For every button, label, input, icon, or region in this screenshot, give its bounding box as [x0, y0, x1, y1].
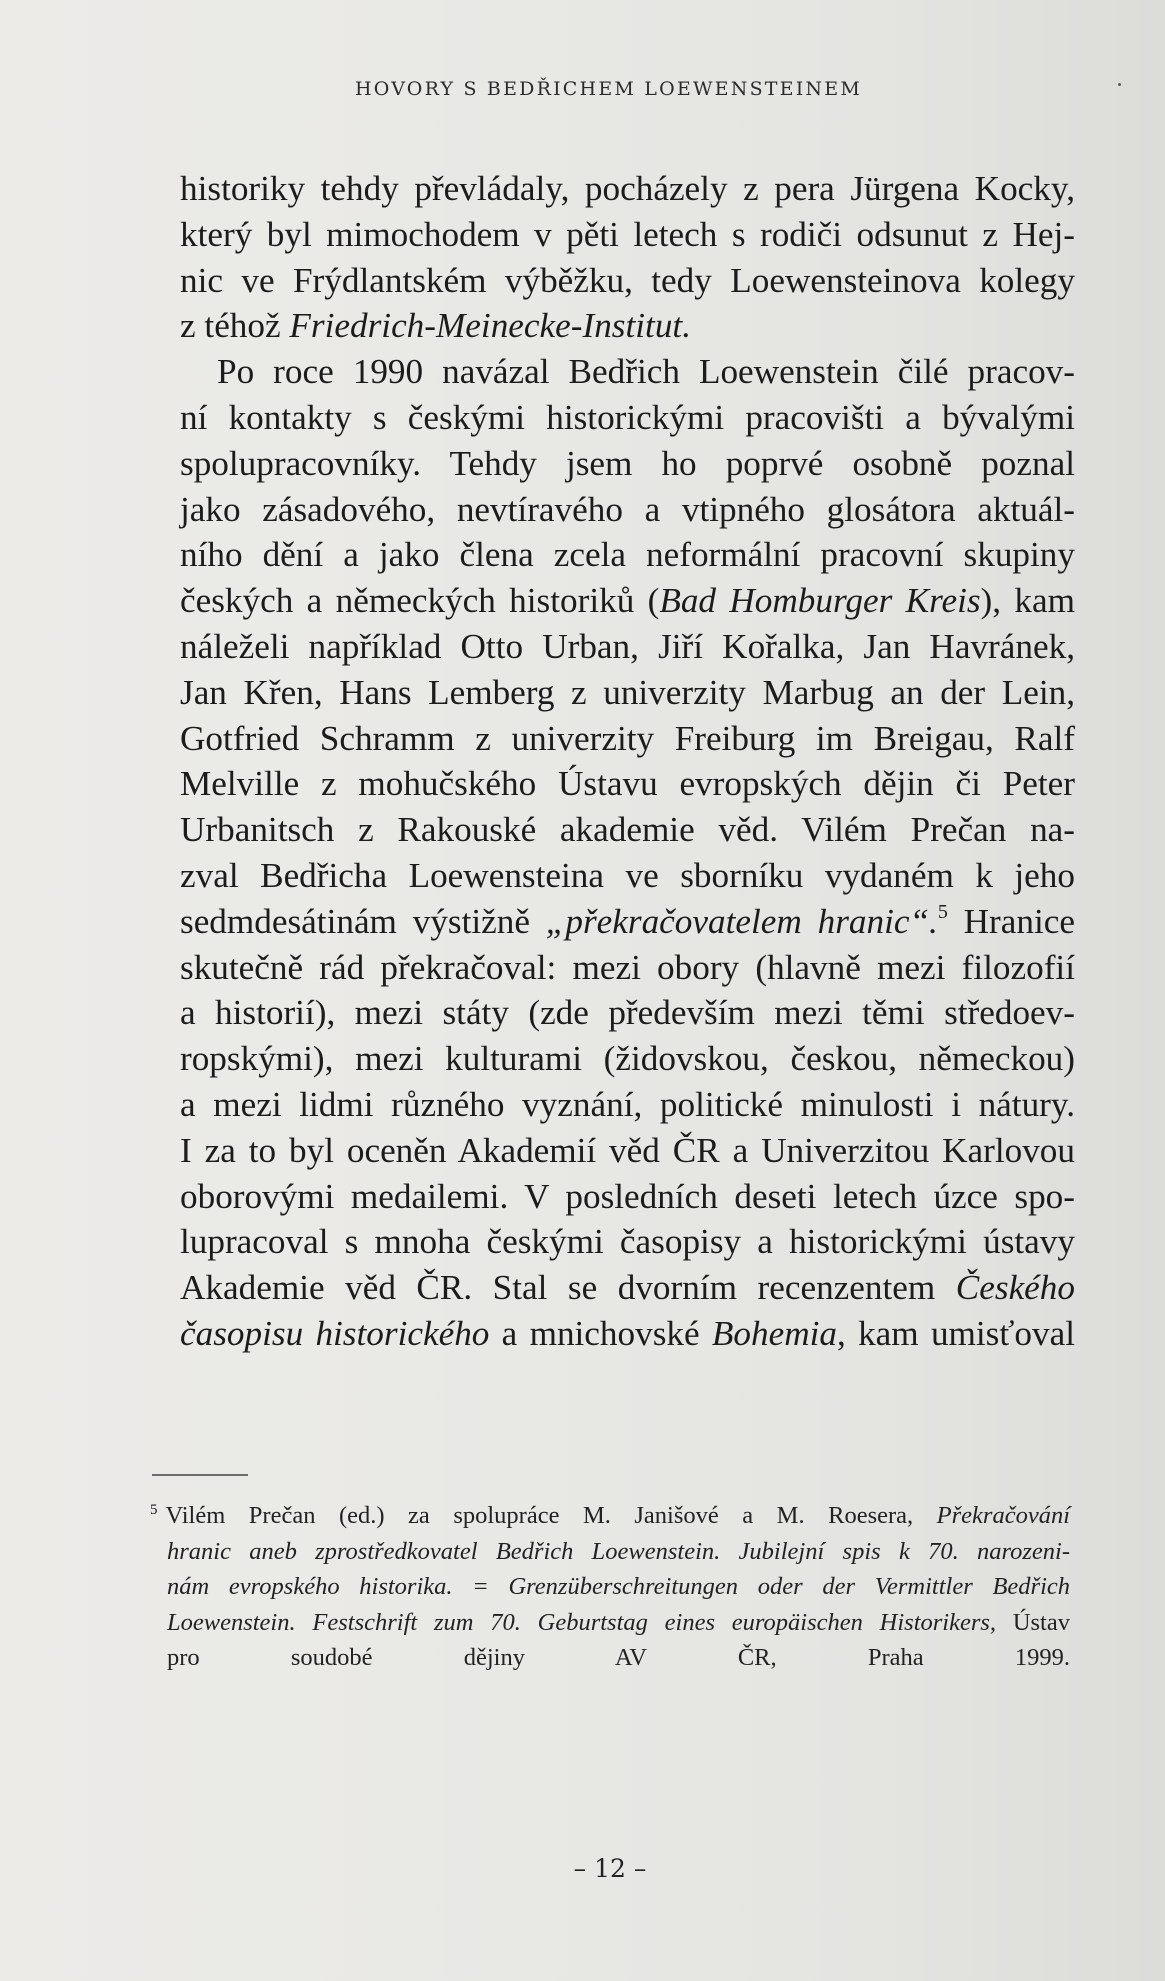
text-line: ropskými), mezi kulturami (židovskou, českou, německou) [180, 1039, 1075, 1079]
footnote-5 [150, 1498, 1070, 1676]
running-header: HOVORY S BEDŘICHEM LOEWENSTEINEM [355, 78, 862, 100]
text-line [180, 899, 1075, 945]
footnote-reference[interactable]: 5 [937, 900, 948, 923]
text-line [180, 303, 1075, 349]
text-run: Vilém Prečan (ed.) za spolupráce M. Janišové a M. Roesera, [165, 1502, 937, 1529]
text-run: z téhož [180, 306, 290, 346]
text-line: ního dění a jako člena zcela neformální pracovní skupiny [180, 535, 1075, 575]
text-run: ), kam [980, 581, 1075, 621]
scan-speck [1118, 83, 1121, 86]
text-line: historiky tehdy převládaly, pocházely z pera Jürgena Kocky, [180, 169, 1075, 208]
text-run: Akademie věd ČR. Stal se dvorním recenzentem [180, 1268, 956, 1308]
text-run: sedmdesátinám výstižně [180, 901, 546, 941]
book-title: Loewenstein. Festschrift zum 70. Geburtstag eines europäischen Historikers, [167, 1608, 997, 1636]
text-run: a mnichovské [489, 1313, 712, 1353]
text-line: náleželi například Otto Urban, Jiří Kořalka, Jan Havránek, [180, 626, 1075, 666]
text-run: Ústav [996, 1608, 1070, 1636]
text-line: který byl mimochodem v pěti letech s rodiči odsunut z Hej- [180, 214, 1075, 254]
page-number: – 12 – [573, 1854, 647, 1883]
text-line: a historií), mezi státy (zde především mezi těmi středoev- [180, 993, 1075, 1033]
text-line [180, 1311, 1075, 1357]
journal-title: Bohemia [711, 1313, 837, 1353]
text-line: Urbanitsch z Rakouské akademie věd. Vilém Prečan na- [180, 810, 1075, 850]
text-line: zval Bedřicha Loewensteina ve sborníku vydaném k jeho [180, 855, 1075, 895]
text-run: Hranice [947, 901, 1075, 941]
text-run: českých a německých historiků ( [180, 581, 660, 621]
text-line: spolupracovníky. Tehdy jsem ho poprvé osobně poznal [180, 443, 1075, 483]
footnote-line: nám evropského historika. = Grenzüberschreitungen oder der Vermittler Bedřich [167, 1573, 1070, 1600]
journal-title: Českého [955, 1268, 1075, 1308]
footnote-line: hranic aneb zprostředkovatel Bedřich Loewenstein. Jubilejní spis k 70. narozeni- [167, 1537, 1070, 1565]
text-line: skutečně rád překračoval: mezi obory (hlavně mezi filozofií [180, 947, 1075, 987]
footnote-line [150, 1498, 1070, 1534]
footnote-number: 5 [150, 1502, 158, 1518]
footnote-separator [152, 1474, 248, 1476]
body-text [180, 166, 1075, 1357]
text-run: , kam umisťoval [837, 1313, 1075, 1353]
journal-title: časopisu historického [180, 1313, 490, 1353]
book-title: Překračování [936, 1502, 1070, 1529]
text-line: I za to byl oceněn Akademií věd ČR a Univerzitou Karlovou [180, 1130, 1075, 1170]
text-line: Gotfried Schramm z univerzity Freiburg im Breigau, Ralf [180, 718, 1075, 758]
quoted-phrase: „překračovatelem hranic“. [545, 901, 938, 941]
text-line: ní kontakty s českými historickými pracovišti a bývalými [180, 397, 1075, 437]
text-line: oborovými medailemi. V posledních deseti letech úzce spo- [180, 1176, 1075, 1216]
text-line: a mezi lidmi různého vyznání, politické minulosti i nátury. [180, 1084, 1075, 1124]
footnote-line [150, 1605, 1070, 1641]
text-line: Melville z mohučského Ústavu evropských dějin či Peter [180, 764, 1075, 804]
text-line [180, 578, 1075, 624]
text-line: nic ve Frýdlantském výběžku, tedy Loewensteinova kolegy [180, 260, 1075, 300]
paragraph-start-line: Po roce 1990 navázal Bedřich Loewenstein čilé pracov- [217, 352, 1075, 392]
text-line: lupracoval s mnoha českými časopisy a historickými ústavy [180, 1222, 1075, 1262]
text-line: jako zásadového, nevtíravého a vtipného glosátora aktuál- [180, 489, 1075, 529]
institute-name: Friedrich-Meinecke-Institut. [289, 306, 691, 346]
group-name: Bad Homburger Kreis [659, 581, 981, 621]
footnote-line: pro soudobé dějiny AV ČR, Praha 1999. [167, 1644, 1070, 1671]
text-line [180, 1265, 1075, 1311]
text-line: Jan Křen, Hans Lemberg z univerzity Marbug an der Lein, [180, 672, 1075, 712]
